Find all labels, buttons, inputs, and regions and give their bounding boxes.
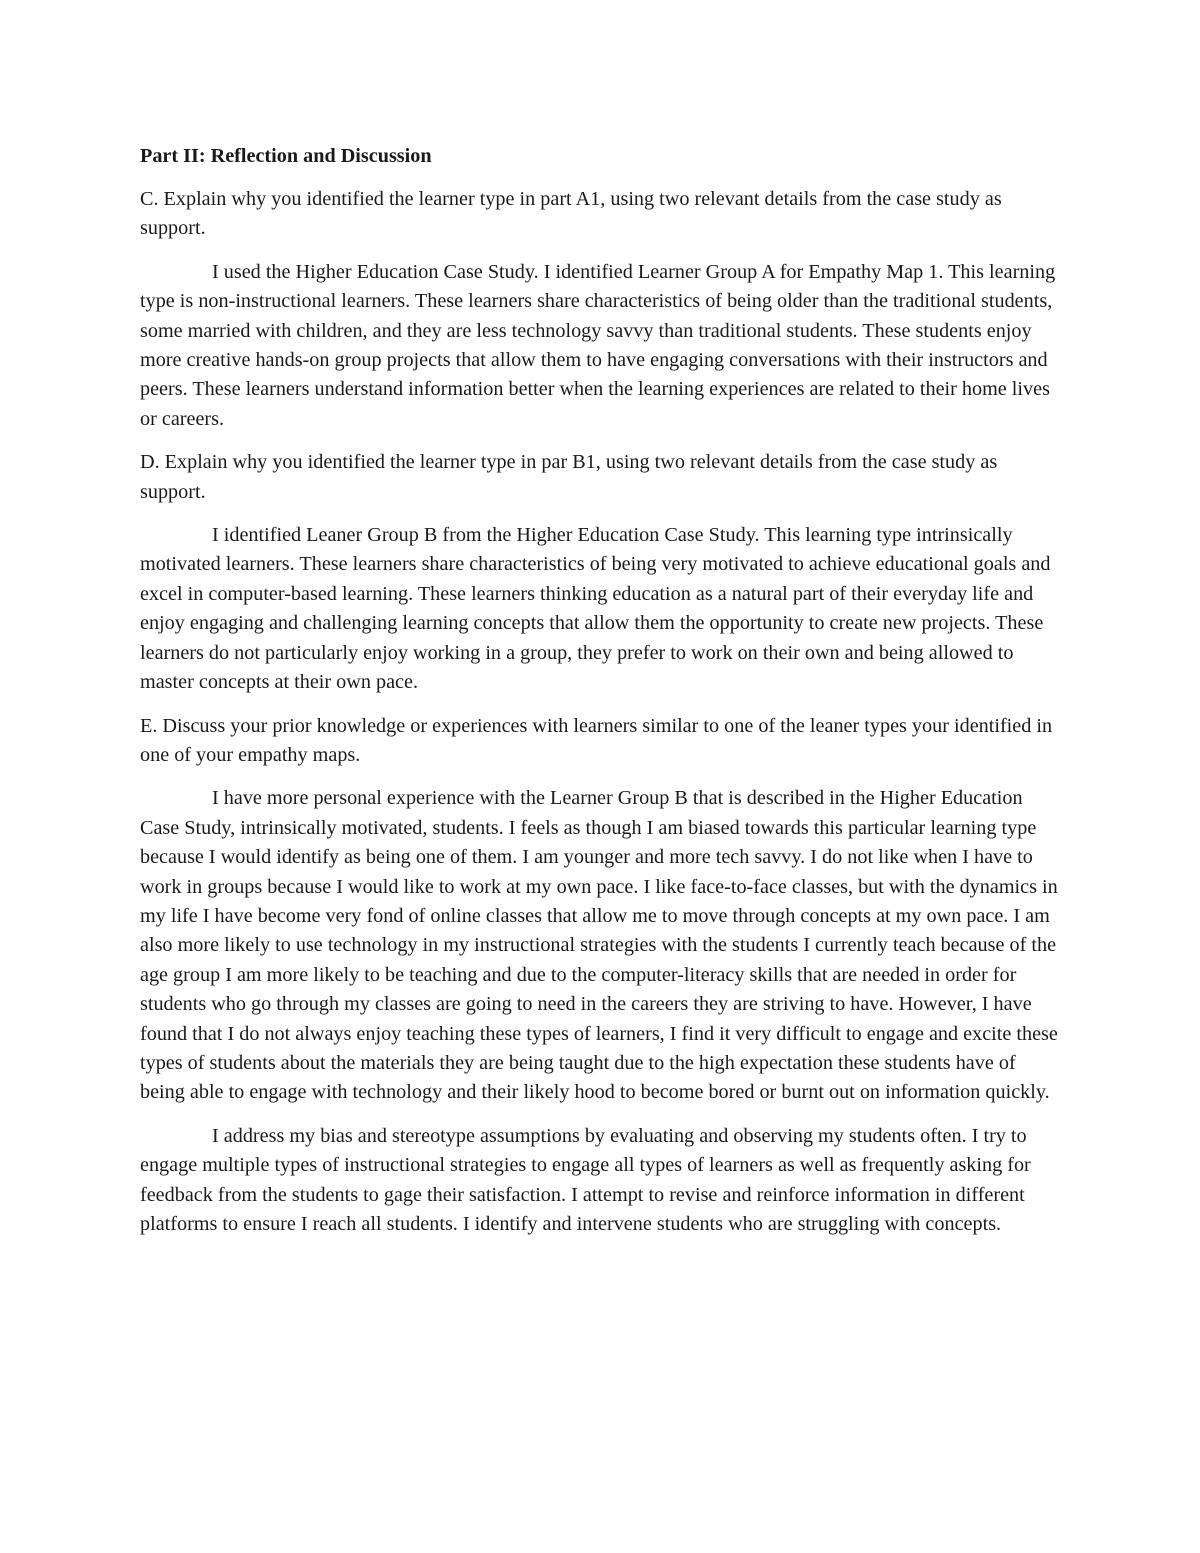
answer-e-paragraph-1: I have more personal experience with the Learner Group B that is described in the Higher Education Case Study, intrinsically motivated, students. I feels as though I am biased towards this particular learning type because I would identify as being one of them. I am younger and more tech savvy. I do not like when I have to work in groups because I would like to work at my own pace. I like face-to-face classes, but with the dynamics in my life I have become very fond of online classes that allow me to move through concepts at my own pace. I am also more likely to use technology in my instructional strategies with the students I currently teach because of the age group I am more likely to be teaching and due to the computer-literacy skills that are needed in order for students who go through my classes are going to need in the careers they are striving to have. However, I have found that I do not always enjoy teaching these types of learners, I find it very difficult to engage and excite these types of students about the materials they are being taught due to the high expectation these students have of being able to engage with technology and their likely hood to become bored or burnt out on information quickly. [140,787,1058,1104]
page-heading: Part II: Reflection and Discussion [140,145,432,167]
answer-e-paragraph-2: I address my bias and stereotype assumptions by evaluating and observing my students often. I try to engage multiple types of instructional strategies to engage all types of learners as well as frequently asking for feedback from the students to gage their satisfaction. I attempt to revise and reinforce information in different platforms to ensure I reach all students. I identify and intervene students who are struggling with concepts. [140,1124,1031,1235]
prompt-c: C. Explain why you identified the learner type in part A1, using two relevant details from the case study as support. [140,188,1002,240]
prompt-d: D. Explain why you identified the learner type in par B1, using two relevant details from the case study as support. [140,451,998,503]
prompt-e: E. Discuss your prior knowledge or experiences with learners similar to one of the leaner types your identified in one of your empathy maps. [140,714,1053,766]
answer-d-paragraph-1: I identified Leaner Group B from the Higher Education Case Study. This learning type intrinsically motivated learners. These learners share characteristics of being very motivated to achieve educational goals and excel in computer-based learning. These learners thinking education as a natural part of their everyday life and enjoy engaging and challenging learning concepts that allow them the opportunity to create new projects. These learners do not particularly enjoy working in a group, they prefer to work on their own and being allowed to master concepts at their own pace. [140,524,1051,694]
section-d [140,448,1062,697]
section-e [140,712,1062,1240]
section-c [140,185,1062,434]
answer-c-paragraph-1: I used the Higher Education Case Study. I identified Learner Group A for Empathy Map 1. This learning type is non-instructional learners. These learners share characteristics of being older than the traditional students, some married with children, and they are less technology savvy than traditional students. These students enjoy more creative hands-on group projects that allow them to have engaging conversations with their instructors and peers. These learners understand information better when the learning experiences are related to their home lives or careers. [140,260,1056,430]
